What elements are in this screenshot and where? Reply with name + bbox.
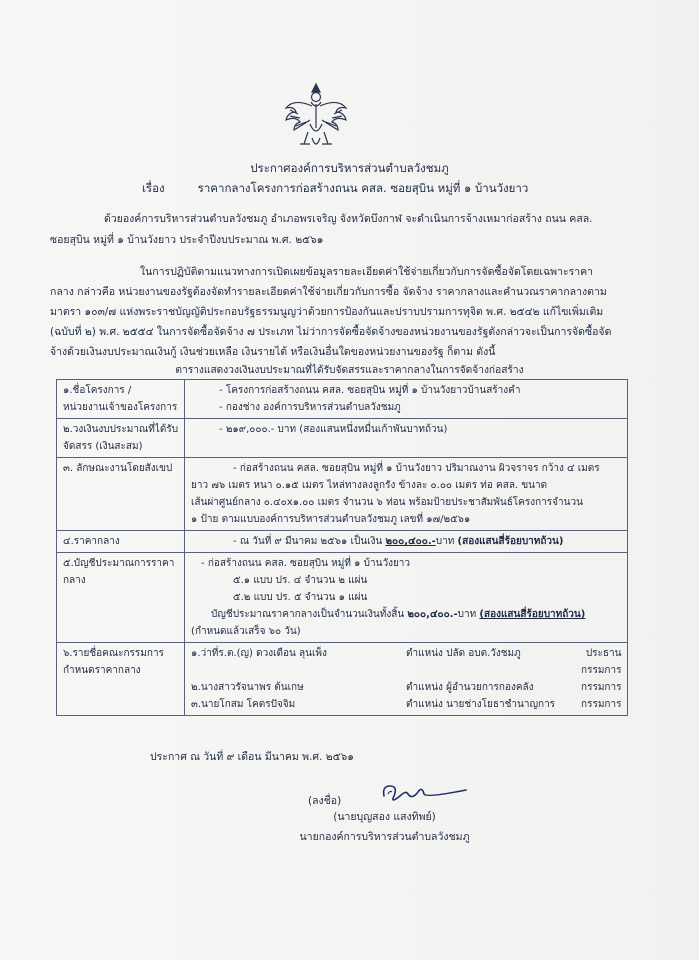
intro-line-2: ซอยสุบิน หมู่ที่ ๑ บ้านวังยาว ประจำปีงบประมาณ พ.ศ. ๒๕๖๑ [50,234,324,246]
body-line-2: กลาง กล่าวคือ หน่วยงานของรัฐต้องจัดทำรายละเอียดค่าใช้จ่ายเกี่ยวกับการซื้อ จัดจ้าง ราคากลางและคำนวณราคากลางตาม [50,286,607,298]
row-label: ๔.ราคากลาง [57,531,185,553]
document-title: ประกาศองค์การบริหารส่วนตำบลวังชมภู [250,161,449,175]
row-label: ๕.บัญชีประมาณการราคา กลาง [57,553,185,643]
signer-title: นายกองค์การบริหารส่วนตำบลวังชมภู [299,831,470,843]
row-label: ๓. ลักษณะงานโดยสังเขป [57,458,185,531]
subject-label: เรื่อง [142,181,165,195]
row-value: - ก่อสร้างถนน คสล. ซอยสุบิน หมู่ที่ ๑ บ้านวังยาว ปริมาณงาน ผิวจราจร กว้าง ๔ เมตร ยาว ๗๖ เมตร หนา ๐.๑๕ เมตร ไหล่ทางลงลูกรัง ข้างละ ๐.๐๐ เมตร ท่อ คสล. ขนาด เส้นผ่าศูนย์กลาง ๐.๔๐x๑.๐๐ เมตร จำนวน ๖ ท่อน พร้อมป้ายประชาสัมพันธ์โครงการจำนวน ๑ ป้าย ตามแบบองค์การบริหารส่วนตำบลวังชมภู เลขที่ ๑๗/๒๕๖๑ [185,458,628,531]
estimate-amount: ๒๐๐,๔๐๐.- [407,609,458,620]
row-label: ๖.รายชื่อคณะกรรมการ กำหนดราคากลาง [57,643,185,716]
row-value: - โครงการก่อสร้างถนน คสล. ซอยสุบิน หมู่ที่ ๑ บ้านวังยาวบ้านสร้างคำ - กองช่าง องค์การบริหารส่วนตำบลวังชมภู [185,380,628,419]
estimate-words: (สองแสนสี่ร้อยบาทถ้วน) [479,609,586,620]
table-row [57,419,628,458]
body-line-5: จ้างด้วยเงินงบประมาณเงินกู้ เงินช่วยเหลือ เงินรายได้ หรือเงินอื่นใดของหน่วยงานของรัฐ ก็ตาม ดังนี้ [50,346,496,358]
committee-list [185,643,628,716]
committee-member: ๓.นายโกสม โคตรปัจจิม ตำแหน่ง นายช่างโยธาชำนาญการ กรรมการ [191,699,622,710]
median-price-words: (สองแสนสี่ร้อยบาทถ้วน) [457,536,564,547]
table-row [57,643,628,716]
handwritten-signature-icon [378,770,468,810]
body-line-4: (ฉบับที่ ๒) พ.ศ. ๒๕๕๔ ในการจัดซื้อจัดจ้าง ๗ ประเภท ไม่ว่าการจัดซื้อจัดจ้างของหน่วยงานของรัฐดังกล่าวจะเป็นการจัดซื้อจัด [50,326,612,338]
announcement-date: ประกาศ ณ วันที่ ๙ เดือน มีนาคม พ.ศ. ๒๕๖๑ [150,751,354,763]
price-table [56,379,628,716]
subject-row [142,180,528,198]
committee-member: ๒.นางสาวรัจนาพร ต้นเกษ ตำแหน่ง ผู้อำนวยการกองคลัง กรรมการ [191,682,622,693]
body-line-1: ในการปฏิบัติตามแนวทางการเปิดเผยข้อมูลรายละเอียดค่าใช้จ่ายเกี่ยวกับการจัดซื้อจัดโดยเฉพาะราคา [140,266,594,278]
garuda-emblem-icon [282,80,350,152]
subject-text: ราคากลางโครงการก่อสร้างถนน คสล. ซอยสุบิน หมู่ที่ ๑ บ้านวังยาว [197,181,529,195]
table-row [57,553,628,643]
row-value: - ก่อสร้างถนน คสล. ซอยสุบิน หมู่ที่ ๑ บ้านวังยาว ๕.๑ แบบ ปร. ๔ จำนวน ๒ แผ่น ๕.๒ แบบ ปร. ๕ จำนวน ๑ แผ่น บัญชีประมาณราคากลางเป็นจำนวนเงินทั้งสิ้น ๒๐๐,๔๐๐.-บาท (สองแสนสี่ร้อยบาทถ้วน) (กำหนดแล้วเสร็จ ๖๐ วัน) [185,553,628,643]
body-line-3: มาตรา ๑๐๓/๗ แห่งพระราชบัญญัติประกอบรัฐธรรมนูญว่าด้วยการป้องกันและปราบปรามการทุจิต พ.ศ. ๒๕๔๒ แก้ไขเพิ่มเติม [50,306,604,318]
table-row [57,380,628,419]
sign-label: (ลงชื่อ) [308,795,342,807]
row-value: - ๒๑๙,๐๐๐.- บาท (สองแสนหนึ่งหมื่นเก้าพันบาทถ้วน) [185,419,628,458]
row-label: ๒.วงเงินงบประมาณที่ได้รับ จัดสรร (เงินสะสม) [57,419,185,458]
committee-member: ๑.ว่าที่ร.ต.(ญ) ดวงเดือน ลุนเพ็ง ตำแหน่ง ปลัด อบต.วังชมภู ประธานกรรมการ [191,648,622,676]
intro-line-1: ด้วยองค์การบริหารส่วนตำบลวังชมภู อำเภอพรเจริญ จังหวัดบึงกาฬ จะดำเนินการจ้างเหมาก่อสร้าง ถนน คสล. [104,213,593,225]
table-row [57,458,628,531]
table-caption: ตารางแสดงวงเงินงบประมาณที่ได้รับจัดสรรและราคากลางในการจัดจ้างก่อสร้าง [175,365,524,376]
median-price-amount: ๒๐๐,๔๐๐.- [385,536,436,547]
row-label: ๑.ชื่อโครงการ / หน่วยงานเจ้าของโครงการ [57,380,185,419]
row-value: - ณ วันที่ ๙ มีนาคม ๒๕๖๑ เป็นเงิน ๒๐๐,๔๐๐.-บาท (สองแสนสี่ร้อยบาทถ้วน) [185,531,628,553]
table-row [57,531,628,553]
signer-name: (นายบุญสอง แสงทิพย์) [333,811,436,823]
